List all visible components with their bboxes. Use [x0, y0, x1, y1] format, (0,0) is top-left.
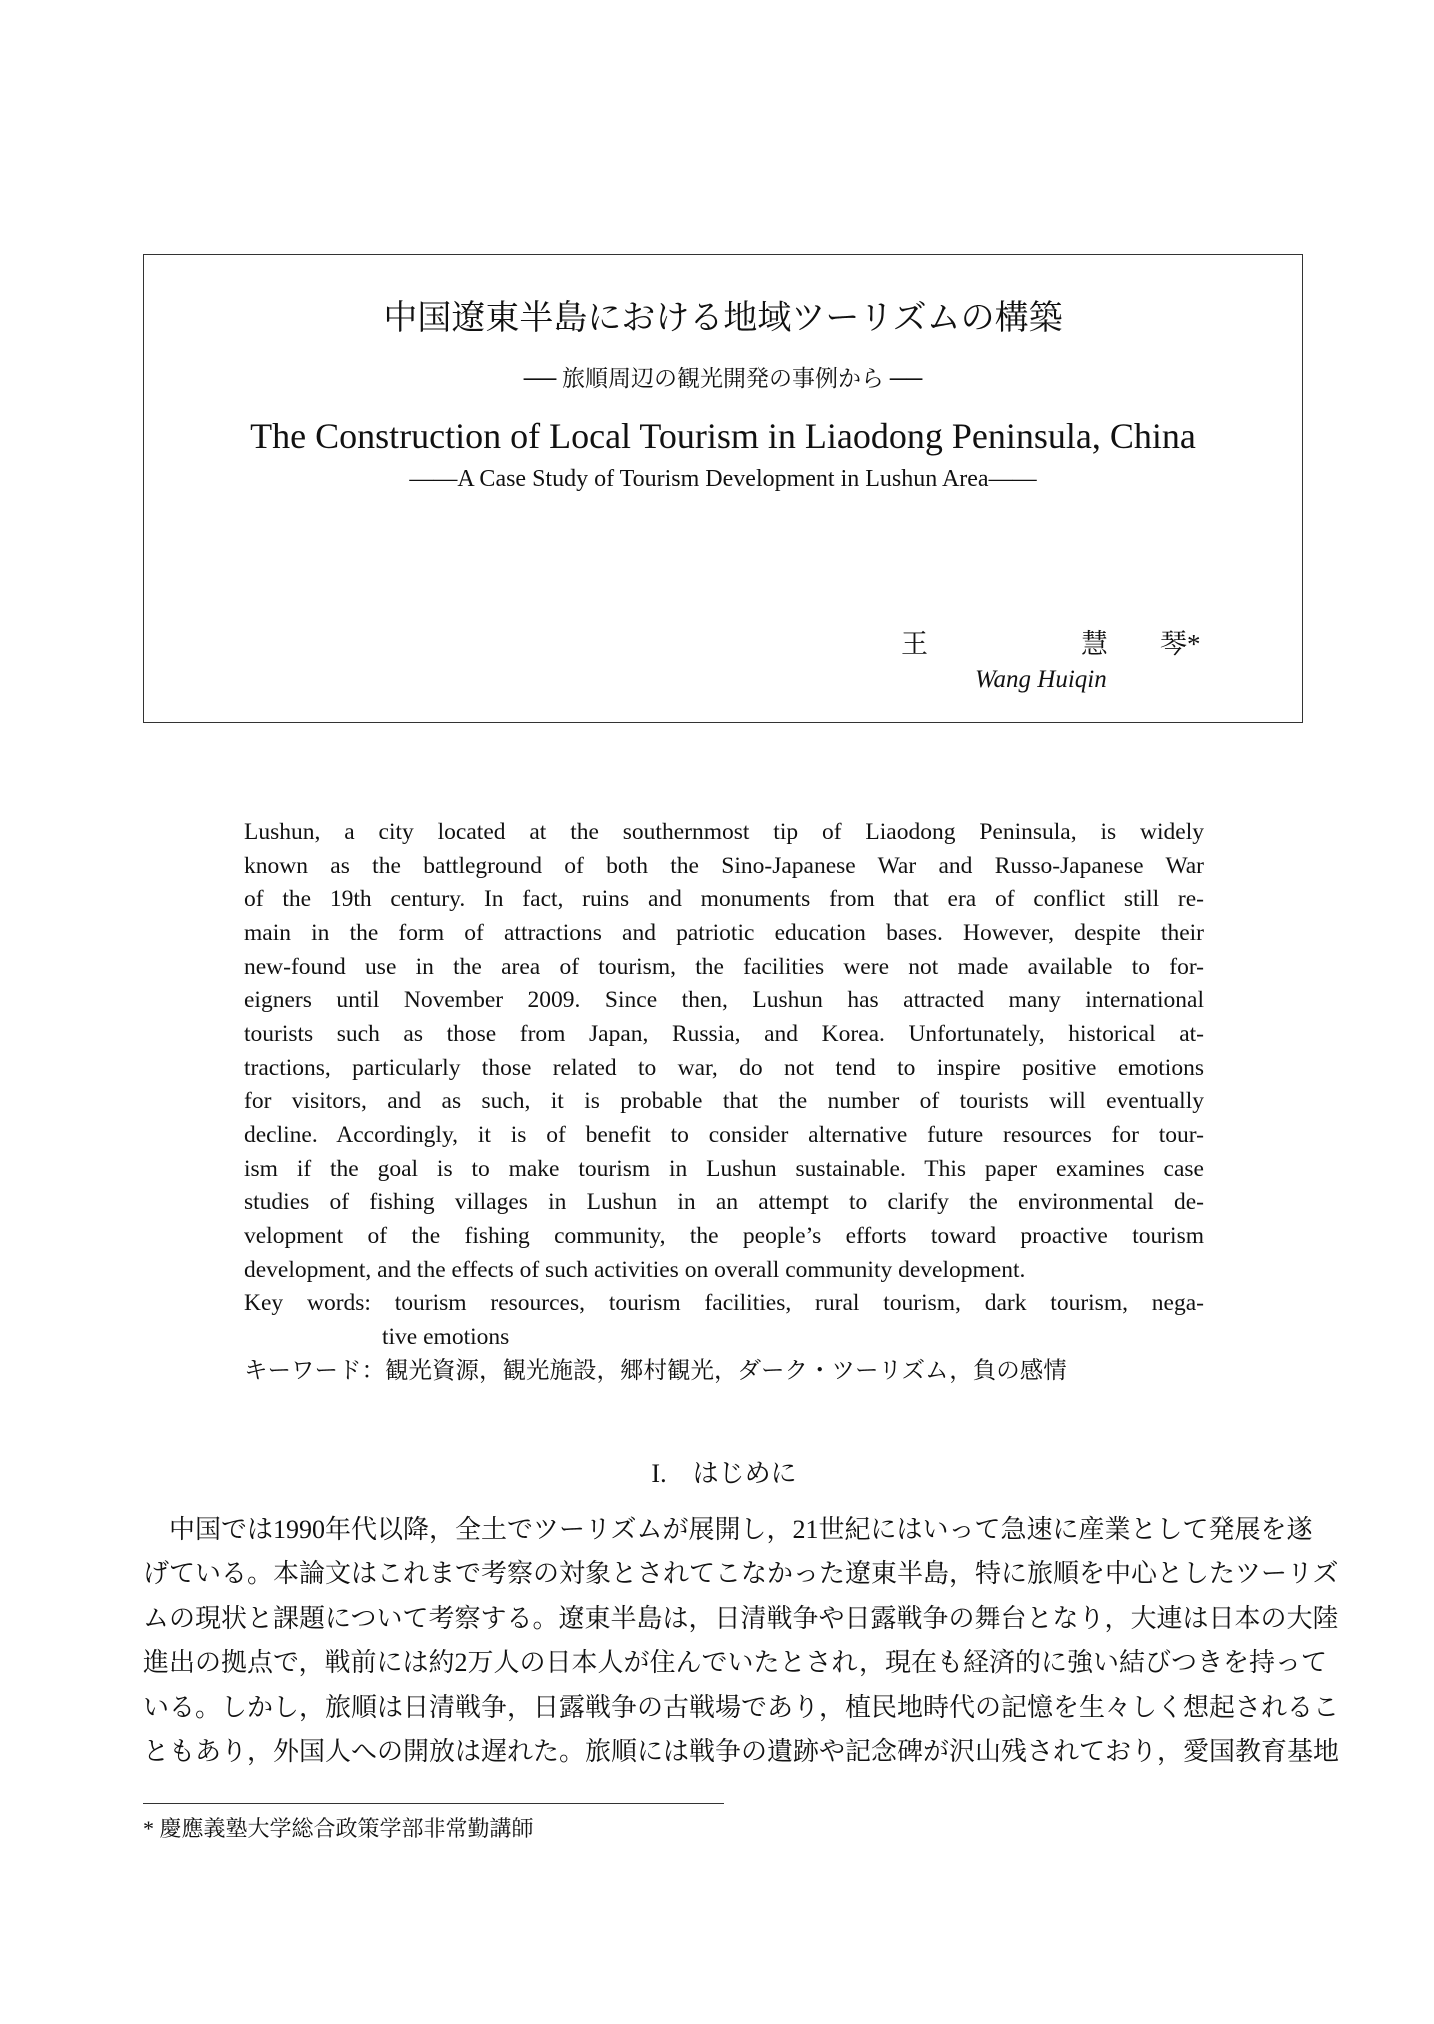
abstract-line: decline. Accordingly, it is of benefit to consider alternative future resources for tour- — [244, 1122, 1204, 1148]
english-title: The Construction of Local Tourism in Liaodong Peninsula, China — [250, 416, 1196, 456]
english-subtitle: ——A Case Study of Tourism Development in Lushun Area—— — [409, 466, 1037, 492]
body-line: ともあり，外国人への開放は遅れた。旅順には戦争の遺跡や記念碑が沢山残されており，愛国教育基地 — [143, 1737, 1340, 1766]
keywords-en-continued: tive emotions — [382, 1324, 510, 1350]
abstract-line: tourists such as those from Japan, Russia, and Korea. Unfortunately, historical at- — [244, 1021, 1204, 1047]
abstract-line: for visitors, and as such, it is probable that the number of tourists will eventually — [244, 1088, 1204, 1114]
footnote-divider — [143, 1803, 724, 1804]
keywords-en: Key words: tourism resources, tourism facilities, rural tourism, dark tourism, nega- — [244, 1290, 1204, 1316]
abstract-line: velopment of the fishing community, the people’s efforts toward proactive tourism — [244, 1223, 1204, 1249]
body-line: げている。本論文はこれまで考察の対象とされてこなかった遼東半島，特に旅順を中心としたツーリズ — [143, 1559, 1339, 1588]
abstract-line: development, and the effects of such activities on overall community development. — [244, 1257, 1026, 1283]
keywords-jp: キーワード：観光資源，観光施設，郷村観光，ダーク・ツーリズム，負の感情 — [244, 1358, 1067, 1384]
abstract-line: studies of fishing villages in Lushun in an attempt to clarify the environmental de- — [244, 1189, 1204, 1215]
abstract-line: new-found use in the area of tourism, the facilities were not made available to for- — [244, 954, 1204, 980]
body-line: 進出の拠点で，戦前には約2万人の日本人が住んでいたとされ，現在も経済的に強い結びつきを持って — [143, 1648, 1328, 1677]
japanese-title: 中国遼東半島における地域ツーリズムの構築 — [383, 300, 1063, 337]
author-name-jp-1: 王 — [901, 629, 928, 659]
body-line: ムの現状と課題について考察する。遼東半島は，日清戦争や日露戦争の舞台となり，大連は日本の大陸 — [143, 1604, 1339, 1633]
author-name-jp-2: 慧 — [1081, 629, 1108, 659]
body-line: 中国では1990年代以降，全土でツーリズムが展開し，21世紀にはいって急速に産業として発展を遂 — [143, 1515, 1313, 1544]
abstract-line: Lushun, a city located at the southernmost tip of Liaodong Peninsula, is widely — [244, 819, 1204, 845]
japanese-subtitle: ── 旅順周辺の観光開発の事例から ── — [523, 366, 923, 391]
author-name-jp-3: 琴* — [1160, 629, 1201, 659]
section-heading: I. はじめに — [651, 1459, 797, 1488]
abstract-line: ism if the goal is to make tourism in Lushun sustainable. This paper examines case — [244, 1156, 1204, 1182]
abstract-line: known as the battleground of both the Sino-Japanese War and Russo-Japanese War — [244, 853, 1204, 879]
abstract-line: of the 19th century. In fact, ruins and monuments from that era of conflict still re- — [244, 886, 1204, 912]
abstract-line: tractions, particularly those related to war, do not tend to inspire positive emotions — [244, 1055, 1204, 1081]
footnote: * 慶應義塾大学総合政策学部非常勤講師 — [143, 1816, 534, 1841]
author-name-en: Wang Huiqin — [975, 666, 1107, 693]
abstract-line: main in the form of attractions and patriotic education bases. However, despite their — [244, 920, 1204, 946]
abstract-line: eigners until November 2009. Since then, Lushun has attracted many international — [244, 987, 1204, 1013]
body-line: いる。しかし，旅順は日清戦争，日露戦争の古戦場であり，植民地時代の記憶を生々しく想起されるこ — [143, 1693, 1340, 1722]
